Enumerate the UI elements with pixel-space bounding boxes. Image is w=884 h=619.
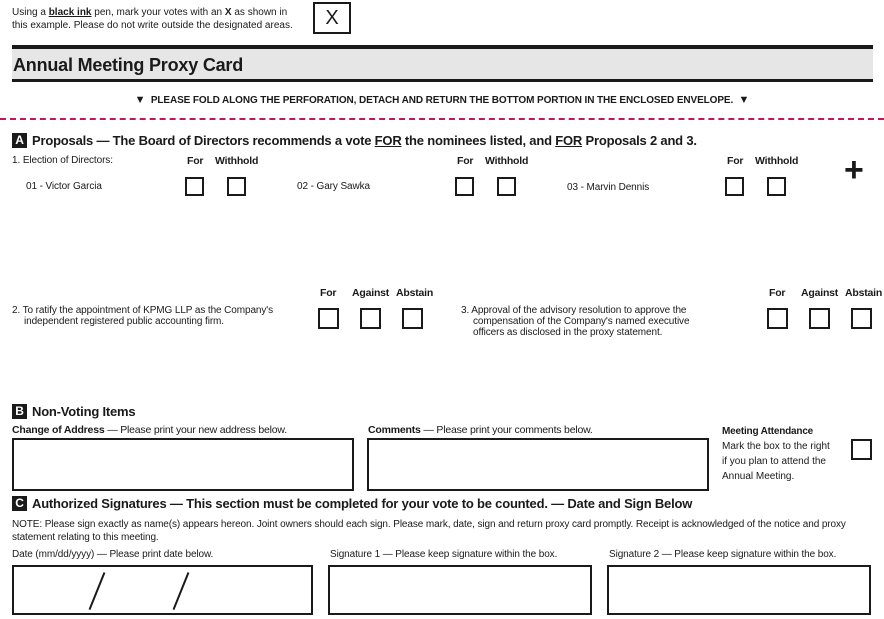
- col-withhold: Withhold: [485, 155, 529, 167]
- perforation-line: [0, 118, 884, 120]
- section-a-heading: A Proposals — The Board of Directors recommends a vote FOR the nominees listed, and FOR Proposals 2 and 3.: [12, 133, 697, 148]
- section-letter-a: A: [12, 133, 27, 148]
- change-address-label: Change of Address — Please print your new address below.: [12, 424, 287, 436]
- section-c-heading: C Authorized Signatures — This section must be completed for your vote to be counted. — Date and Sign Below: [12, 496, 692, 511]
- col-withhold: Withhold: [215, 155, 259, 167]
- fold-notice: [0, 94, 884, 106]
- example-mark-box: X: [313, 2, 351, 34]
- col-abstain: Abstain: [845, 287, 883, 299]
- proposal-2-text: 2. To ratify the appointment of KPMG LLP as the Company's independent registered public accounting firm.: [12, 305, 273, 327]
- signature-2-label: Signature 2 — Please keep signature within the box.: [609, 549, 837, 560]
- nominee-label: 03 - Marvin Dennis: [567, 182, 650, 193]
- date-separator: [89, 572, 105, 610]
- plus-icon: +: [844, 151, 864, 189]
- col-for: For: [187, 155, 204, 167]
- black-ink-emphasis: black ink: [48, 7, 92, 18]
- signature-note: NOTE: Please sign exactly as name(s) appears hereon. Joint owners should each sign. Please mark, date, sign and return proxy card promptly. Receipt is acknowledged of the notice and proxy statement relating to this meeting.: [12, 519, 846, 543]
- section-letter-c: C: [12, 496, 27, 511]
- signature-1-field[interactable]: [328, 565, 592, 615]
- meeting-attendance: Meeting Attendance Mark the box to the right if you plan to attend the Annual Meeting.: [722, 426, 830, 482]
- triangle-down-icon: ▼: [134, 94, 146, 106]
- proposal-3-text: 3. Approval of the advisory resolution to approve the compensation of the Company's named executive officers as disclosed in the proxy statement.: [461, 305, 690, 338]
- nominee-2-for-checkbox[interactable]: [455, 177, 474, 196]
- col-withhold: Withhold: [755, 155, 799, 167]
- proposal-3-against-checkbox[interactable]: [809, 308, 830, 329]
- proposal-3-for-checkbox[interactable]: [767, 308, 788, 329]
- fold-notice-text: PLEASE FOLD ALONG THE PERFORATION, DETACH AND RETURN THE BOTTOM PORTION IN THE ENCLOSED ENVELOPE.: [150, 95, 734, 106]
- col-against: Against: [352, 287, 390, 299]
- proposal-2-abstain-checkbox[interactable]: [402, 308, 423, 329]
- proposal-3-abstain-checkbox[interactable]: [851, 308, 872, 329]
- election-label: 1. Election of Directors:: [12, 155, 113, 166]
- nominee-1-withhold-checkbox[interactable]: [227, 177, 246, 196]
- marking-instructions: Using a black ink pen, mark your votes with an X as shown in this example. Please do not write outside the designated areas.: [12, 7, 293, 31]
- section-b-heading: B Non-Voting Items: [12, 404, 135, 419]
- proposal-2-for-checkbox[interactable]: [318, 308, 339, 329]
- card-title: Annual Meeting Proxy Card: [13, 55, 244, 75]
- nominee-label: 01 - Victor Garcia: [26, 181, 102, 192]
- col-abstain: Abstain: [396, 287, 434, 299]
- col-for: For: [769, 287, 786, 299]
- attendance-checkbox[interactable]: [851, 439, 872, 460]
- col-for: For: [320, 287, 337, 299]
- col-for: For: [727, 155, 744, 167]
- nominee-2-withhold-checkbox[interactable]: [497, 177, 516, 196]
- col-against: Against: [801, 287, 839, 299]
- nominee-3-withhold-checkbox[interactable]: [767, 177, 786, 196]
- section-letter-b: B: [12, 404, 27, 419]
- nominee-1-for-checkbox[interactable]: [185, 177, 204, 196]
- col-for: For: [457, 155, 474, 167]
- nominee-label: 02 - Gary Sawka: [297, 181, 370, 192]
- proposal-2-against-checkbox[interactable]: [360, 308, 381, 329]
- date-field[interactable]: [12, 565, 313, 615]
- title-bar: [12, 49, 873, 82]
- date-label: Date (mm/dd/yyyy) — Please print date below.: [12, 549, 214, 560]
- change-address-field[interactable]: [12, 438, 354, 491]
- comments-field[interactable]: [367, 438, 709, 491]
- triangle-down-icon: ▼: [738, 94, 750, 106]
- date-separator: [173, 572, 189, 610]
- nominee-3-for-checkbox[interactable]: [725, 177, 744, 196]
- signature-1-label: Signature 1 — Please keep signature within the box.: [330, 549, 558, 560]
- signature-2-field[interactable]: [607, 565, 871, 615]
- comments-label: Comments — Please print your comments below.: [368, 424, 593, 436]
